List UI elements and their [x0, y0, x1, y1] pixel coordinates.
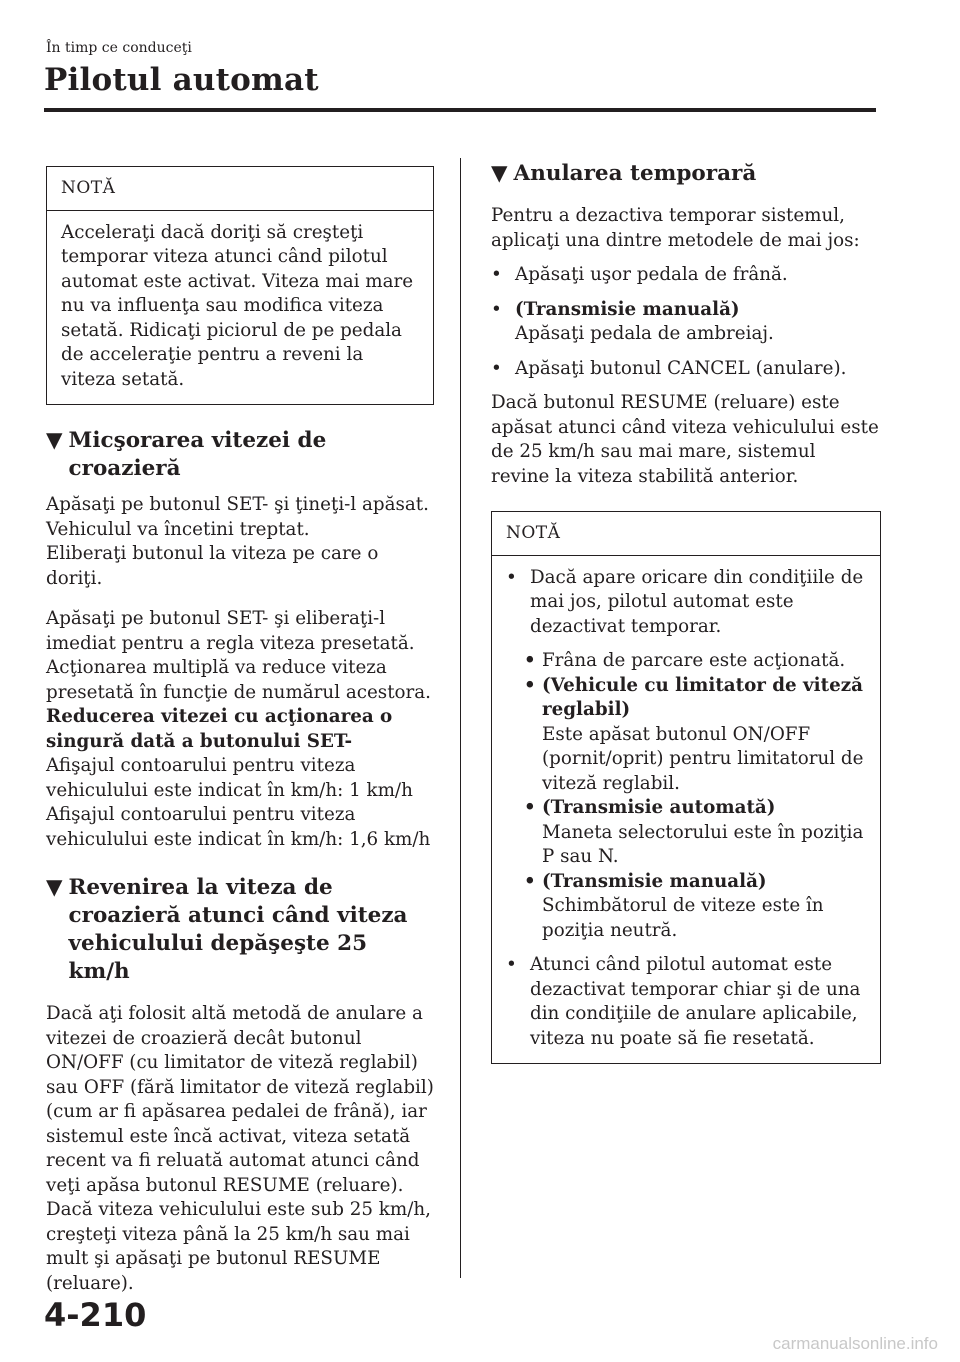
section-header: În timp ce conduceţi	[46, 40, 192, 56]
bullet-icon: •	[524, 674, 536, 696]
triangle-icon: ▼	[491, 161, 508, 186]
paragraph: Dacă butonul RESUME (reluare) este apăsat atunci când viteza vehiculului este de 25 km/h sau mai mare, sistemul revine la viteza stabilită anterior.	[491, 392, 879, 487]
note-label: NOTĂ	[492, 512, 880, 556]
section-title: Micşorarea vitezei de croazieră	[68, 428, 327, 481]
note-label: NOTĂ	[47, 167, 433, 211]
paragraph: Dacă aţi folosit altă metodă de anulare a vitezei de croazieră decât butonul ON/OFF (cu limitator de viteză reglabil) sau OFF (fără limitator de viteză reglabil) (cum ar fi apăsarea pedalei de frână), iar sistemul este încă activat, viteza setată recent va fi reluată automat atunci când veţi apăsa butonul RESUME (reluare).	[46, 1003, 434, 1196]
section-heading	[491, 160, 879, 188]
triangle-icon: ▼	[46, 875, 63, 900]
note-box	[46, 166, 434, 405]
paragraph: Afişajul contoarului pentru viteza vehiculului este indicat în km/h: 1,6 km/h	[46, 804, 431, 850]
paragraph: Eliberaţi butonul la viteza pe care o doriţi.	[46, 543, 379, 589]
page-number: 4-210	[44, 1296, 147, 1334]
bullet-icon: •	[506, 954, 517, 975]
list-item: • Apăsaţi butonul CANCEL (anulare).	[491, 357, 879, 382]
left-column	[46, 166, 434, 1296]
bullet-icon: •	[506, 566, 517, 588]
column-divider	[460, 158, 461, 1278]
bullet-icon: •	[524, 650, 536, 671]
paragraph: Pentru a dezactiva temporar sistemul, aplicaţi una dintre metodele de mai jos:	[491, 205, 860, 251]
watermark: carmanualsonline.info	[772, 1334, 938, 1353]
section-title: Revenirea la viteza de croazieră atunci când viteza vehiculului depăşeşte 25 km/h	[68, 875, 408, 984]
list-item: • Apăsaţi uşor pedala de frână.	[491, 263, 879, 288]
paragraph: Apăsaţi pe butonul SET- şi ţineţi-l apăsat. Vehiculul va încetini treptat.	[46, 494, 429, 540]
list-item: • (Transmisie manuală) Apăsaţi pedala de ambreiaj.	[491, 298, 879, 347]
sub-list-item: • (Transmisie automată) Maneta selectorului este în poziţia P sau N.	[524, 796, 866, 870]
sub-list-item: • Frâna de parcare este acţionată.	[524, 649, 866, 674]
bullet-icon: •	[491, 357, 502, 379]
bullet-icon: •	[524, 870, 536, 892]
triangle-icon: ▼	[46, 428, 63, 453]
section-heading	[46, 427, 434, 483]
note-text: Acceleraţi dacă doriţi să creşteţi temporar viteza atunci când pilotul automat este activat. Viteza mai mare nu va influenţa sau modifica viteza setată. Ridicaţi piciorul de pe pedala de acceleraţie pentru a reveni la viteza setată.	[61, 221, 414, 390]
right-column	[491, 160, 879, 1064]
bold-subheading: Reducerea vitezei cu acţionarea o singură dată a butonului SET-	[46, 706, 393, 752]
note-box	[491, 511, 881, 1064]
note-body	[492, 556, 880, 1064]
bullet-icon: •	[524, 797, 536, 818]
paragraph: Apăsaţi pe butonul SET- şi eliberaţi-l imediat pentru a regla viteza presetată. Acţionarea multiplă va reduce viteza presetată în funcţie de numărul acestora.	[46, 608, 431, 703]
list-item: • Dacă apare oricare din condiţiile de mai jos, pilotul automat este dezactivat temporar.	[506, 566, 866, 640]
sub-list-item: • (Vehicule cu limitator de viteză reglabil) Este apăsat butonul ON/OFF (pornit/oprit) pentru limitatorul de viteză reglabil.	[524, 674, 866, 797]
header-rule	[44, 108, 876, 112]
bullet-icon: •	[491, 264, 502, 285]
bullet-icon: •	[491, 298, 502, 320]
note-body	[47, 211, 433, 405]
paragraph: Afişajul contoarului pentru viteza vehiculului este indicat în km/h: 1 km/h	[46, 755, 413, 801]
paragraph: Dacă viteza vehiculului este sub 25 km/h, creşteţi viteza până la 25 km/h sau mai mult şi apăsaţi pe butonul RESUME (reluare).	[46, 1199, 431, 1294]
section-title: Anularea temporară	[513, 161, 757, 186]
list-item: • Atunci când pilotul automat este dezactivat temporar chiar şi de una din condiţiile de anulare aplicabile, viteza nu poate să fie resetată.	[506, 953, 866, 1051]
section-heading	[46, 874, 434, 986]
page-title: Pilotul automat	[44, 62, 319, 98]
sub-list-item: • (Transmisie manuală) Schimbătorul de viteze este în poziţia neutră.	[524, 870, 866, 944]
